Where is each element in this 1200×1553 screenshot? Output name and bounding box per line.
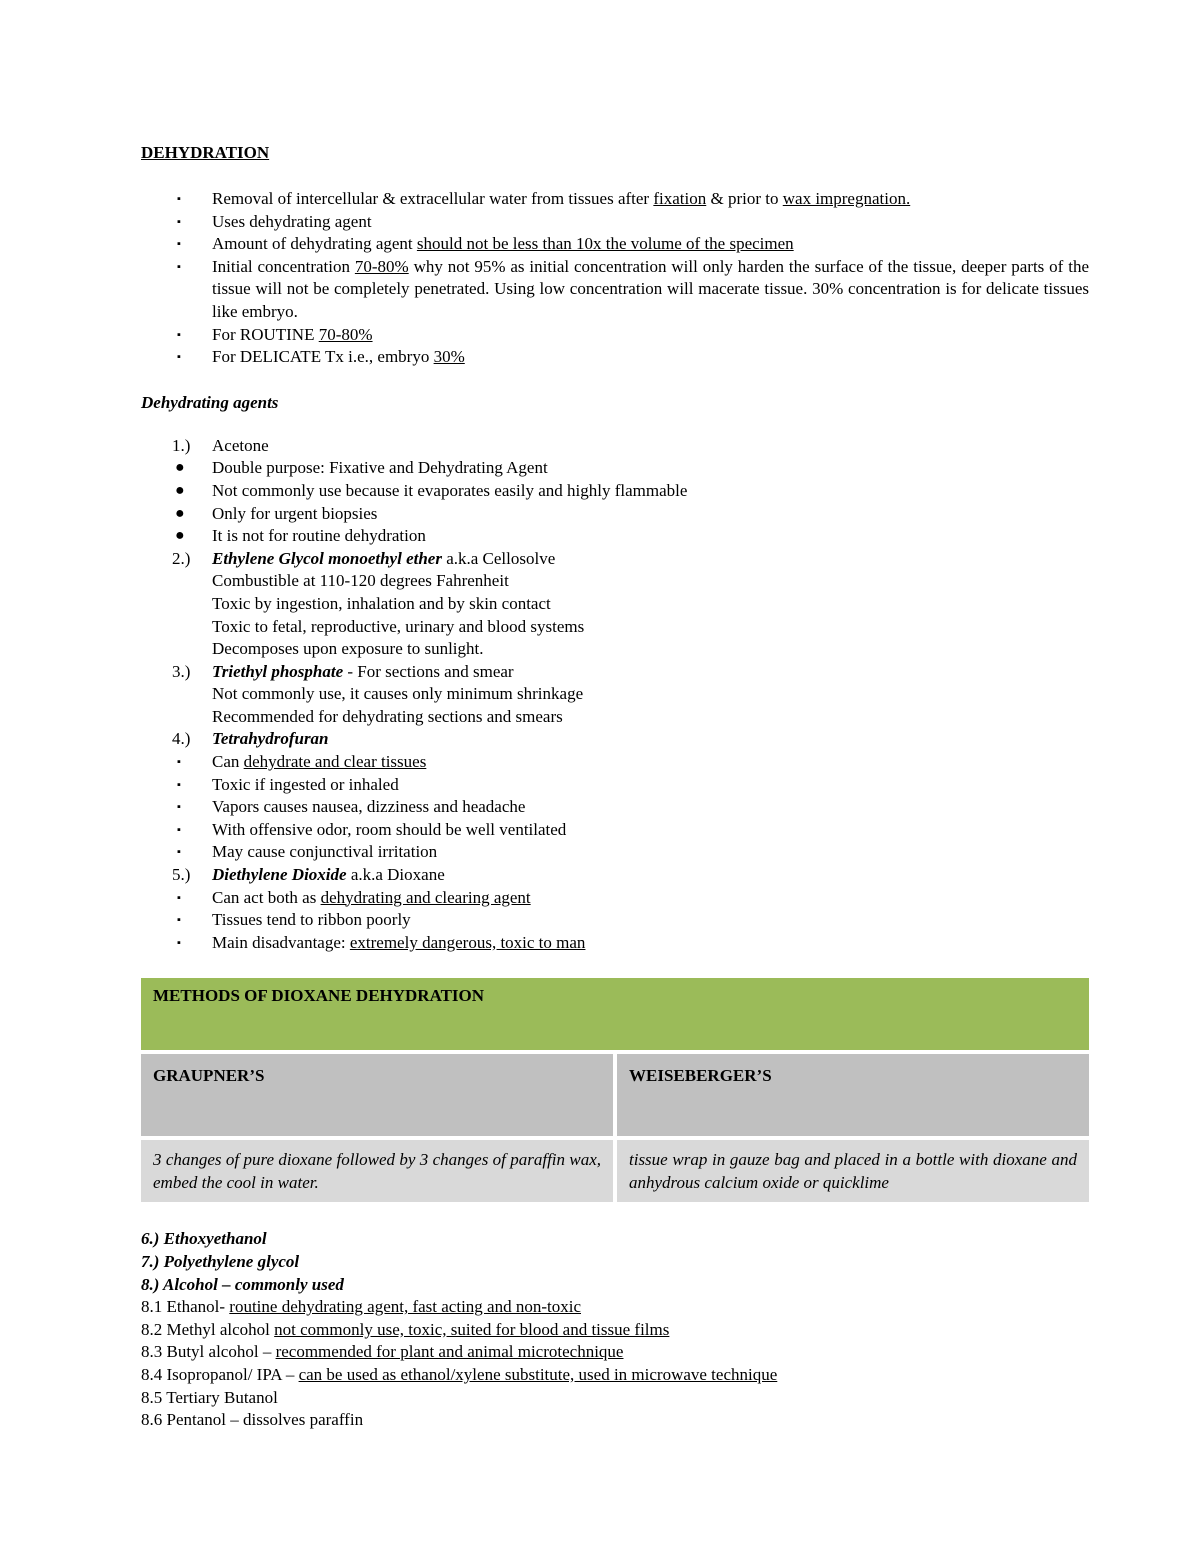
list-item: ● It is not for routine dehydration — [141, 525, 1089, 548]
square-bullet-icon: ▪ — [177, 936, 181, 949]
agent-heading: 6.) Ethoxyethanol — [141, 1229, 267, 1249]
agent-heading: 8.) Alcohol – commonly used — [141, 1274, 344, 1294]
list-item: Recommended for dehydrating sections and smears — [212, 706, 563, 726]
dot-bullet-icon: ● — [175, 481, 185, 499]
table-title: METHODS OF DIOXANE DEHYDRATION — [141, 978, 1089, 1050]
weiseberger-method-cell: tissue wrap in gauze bag and placed in a bottle with dioxane and anhydrous calcium oxide or quicklime — [617, 1140, 1089, 1202]
list-item: ▪ May cause conjunctival irritation — [141, 841, 1089, 864]
dioxane-methods-table — [137, 974, 1093, 1206]
list-item: 8.4 Isopropanol/ IPA – can be used as ethanol/xylene substitute, used in microwave technique — [141, 1364, 778, 1384]
agent-heading: 3.) Triethyl phosphate - For sections and smear — [172, 661, 514, 681]
square-bullet-icon: ▪ — [177, 756, 181, 769]
agent-heading: 4.) Tetrahydrofuran — [172, 729, 329, 749]
dot-bullet-icon: ● — [175, 504, 185, 522]
agent-heading: 1.) Acetone — [172, 435, 269, 455]
list-item: ● Not commonly use because it evaporates easily and highly flammable — [141, 480, 1089, 503]
agent-heading: 2.) Ethylene Glycol monoethyl ether a.k.a Cellosolve — [172, 548, 556, 568]
column-header-weiseberger: WEISEBERGER’S — [617, 1054, 1089, 1136]
document-title: DEHYDRATION — [141, 143, 270, 162]
list-item: ▪ Initial concentration 70-80% why not 95% as initial concentration will only harden the surface of the tissue, deeper parts of the tissue will not be completely penetrated. Using low concentration will macerate tissue. 30% concentration is for delicate tissues like embryo. — [177, 256, 1089, 321]
list-item: 8.2 Methyl alcohol not commonly use, toxic, suited for blood and tissue films — [141, 1319, 670, 1339]
list-item: ▪ Toxic if ingested or inhaled — [141, 774, 1089, 797]
list-item: Combustible at 110-120 degrees Fahrenheit — [212, 571, 509, 591]
dot-bullet-icon: ● — [175, 459, 185, 477]
list-item: Toxic by ingestion, inhalation and by skin contact — [212, 593, 551, 613]
list-item: Decomposes upon exposure to sunlight. — [212, 639, 484, 659]
list-item: 8.6 Pentanol – dissolves paraffin — [141, 1410, 364, 1430]
column-header-graupner: GRAUPNER’S — [141, 1054, 613, 1136]
square-bullet-icon: ▪ — [177, 823, 181, 836]
dot-bullet-icon: ● — [175, 527, 185, 545]
square-bullet-icon: ▪ — [177, 328, 181, 341]
agent-heading: 5.) Diethylene Dioxide a.k.a Dioxane — [172, 865, 445, 885]
square-bullet-icon: ▪ — [177, 778, 181, 791]
document-page — [141, 141, 1089, 1432]
list-item: ▪ Main disadvantage: extremely dangerous, toxic to man — [141, 932, 1089, 955]
square-bullet-icon: ▪ — [177, 801, 181, 814]
agent-heading: 7.) Polyethylene glycol — [141, 1252, 300, 1271]
square-bullet-icon: ▪ — [177, 914, 181, 927]
list-item: ▪ With offensive odor, room should be well ventilated — [141, 819, 1089, 842]
list-item: ▪ Vapors causes nausea, dizziness and headache — [141, 796, 1089, 819]
square-bullet-icon: ▪ — [177, 846, 181, 859]
square-bullet-icon: ▪ — [177, 215, 181, 228]
intro-bullet-list — [141, 188, 1089, 369]
list-item: ▪ For DELICATE Tx i.e., embryo 30% — [141, 346, 1089, 369]
square-bullet-icon: ▪ — [177, 193, 181, 205]
list-item: ▪ Can act both as dehydrating and clearing agent — [141, 887, 1089, 910]
additional-agents — [141, 1228, 1089, 1431]
graupner-method-cell: 3 changes of pure dioxane followed by 3 changes of paraffin wax, embed the cool in water. — [141, 1140, 613, 1202]
list-item: ▪ Can dehydrate and clear tissues — [141, 751, 1089, 774]
list-item: 8.3 Butyl alcohol – recommended for plant and animal microtechnique — [141, 1342, 624, 1362]
list-item: Toxic to fetal, reproductive, urinary and blood systems — [212, 616, 585, 636]
square-bullet-icon: ▪ — [177, 238, 181, 251]
agents-list — [141, 435, 1089, 955]
list-item: ▪ Tissues tend to ribbon poorly — [141, 909, 1089, 932]
list-item: 8.1 Ethanol- routine dehydrating agent, fast acting and non-toxic — [141, 1297, 581, 1317]
list-item: ▪ Amount of dehydrating agent should not be less than 10x the volume of the specimen — [141, 233, 1089, 256]
list-item: ▪ Uses dehydrating agent — [141, 211, 1089, 234]
list-item: ▪ For ROUTINE 70-80% — [141, 324, 1089, 347]
square-bullet-icon: ▪ — [177, 260, 181, 273]
square-bullet-icon: ▪ — [177, 891, 181, 904]
list-item: 8.5 Tertiary Butanol — [141, 1387, 278, 1407]
list-item: Not commonly use, it causes only minimum shrinkage — [212, 684, 584, 704]
square-bullet-icon: ▪ — [177, 351, 181, 364]
section-title: Dehydrating agents — [141, 392, 279, 412]
list-item: ● Only for urgent biopsies — [141, 503, 1089, 526]
list-item: ● Double purpose: Fixative and Dehydrating Agent — [141, 457, 1089, 480]
list-item: ▪ Removal of intercellular & extracellular water from tissues after fixation & prior to wax impregnation. — [141, 188, 1089, 211]
